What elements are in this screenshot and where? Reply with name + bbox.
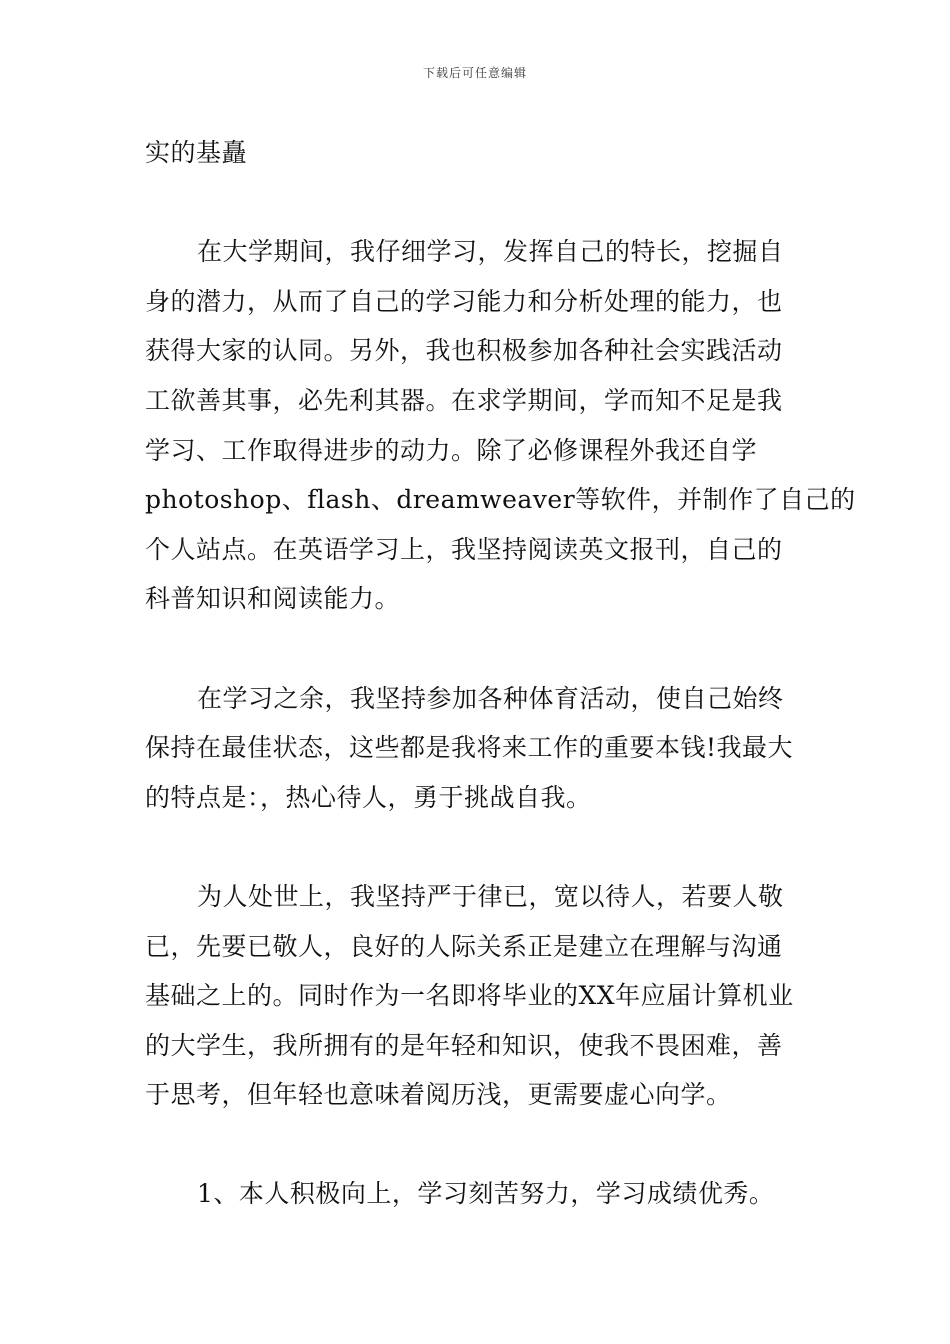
paragraph-line: 的特点是：，热心待人，勇于挑战自我。 bbox=[145, 782, 592, 812]
paragraph-line: photoshop、flash、dreamweaver等软件，并制作了自己的 bbox=[145, 485, 856, 515]
paragraph-line: 工欲善其事，必先利其器。在求学期间，学而知不足是我 bbox=[145, 385, 783, 415]
paragraph-line: 基础之上的。同时作为一名即将毕业的XX年应届计算机业 bbox=[145, 981, 794, 1011]
paragraph-gap bbox=[145, 822, 810, 872]
paragraph-gap bbox=[145, 1120, 810, 1170]
page-header: 下载后可任意编辑 bbox=[422, 66, 527, 80]
list-item: 1、本人积极向上，学习刻苦努力，学习成绩优秀。 bbox=[197, 1179, 775, 1209]
paragraph-study bbox=[145, 227, 856, 624]
paragraph-line: 身的潜力，从而了自己的学习能力和分析处理的能力，也 bbox=[145, 286, 783, 316]
paragraph-line: 保持在最佳状态，这些都是我将来工作的重要本钱!我最大 bbox=[145, 733, 794, 763]
continuation-line: 实的基矗 bbox=[145, 138, 248, 167]
paragraph-line: 的大学生，我所拥有的是年轻和知识，使我不畏困难，善 bbox=[145, 1030, 783, 1060]
paragraph-line: 个人站点。在英语学习上，我坚持阅读英文报刊，自己的 bbox=[145, 534, 783, 564]
paragraph-gap bbox=[145, 178, 810, 228]
paragraph-line: 在大学期间，我仔细学习，发挥自己的特长，挖掘自 bbox=[197, 237, 784, 267]
paragraph-line: 在学习之余，我坚持参加各种体育活动，使自己始终 bbox=[197, 683, 784, 713]
paragraph-gap bbox=[145, 624, 810, 674]
paragraph-line: 已，先要已敬人，良好的人际关系正是建立在理解与沟通 bbox=[145, 931, 783, 961]
paragraph-numbered-item bbox=[145, 1169, 810, 1219]
paragraph-line: 于思考，但年轻也意味着阅历浅，更需要虚心向学。 bbox=[145, 1080, 732, 1110]
paragraph-sports bbox=[145, 674, 810, 823]
paragraph-line: 学习、工作取得进步的动力。除了必修课程外我还自学 bbox=[145, 435, 758, 465]
paragraph-line: 为人处世上，我坚持严于律已，宽以待人，若要人敬 bbox=[197, 881, 784, 911]
document-body bbox=[145, 128, 856, 1219]
paragraph-line: 科普知识和阅读能力。 bbox=[145, 584, 401, 614]
paragraph-conduct bbox=[145, 872, 810, 1120]
paragraph-line: 获得大家的认同。另外，我也积极参加各种社会实践活动 bbox=[145, 336, 783, 366]
